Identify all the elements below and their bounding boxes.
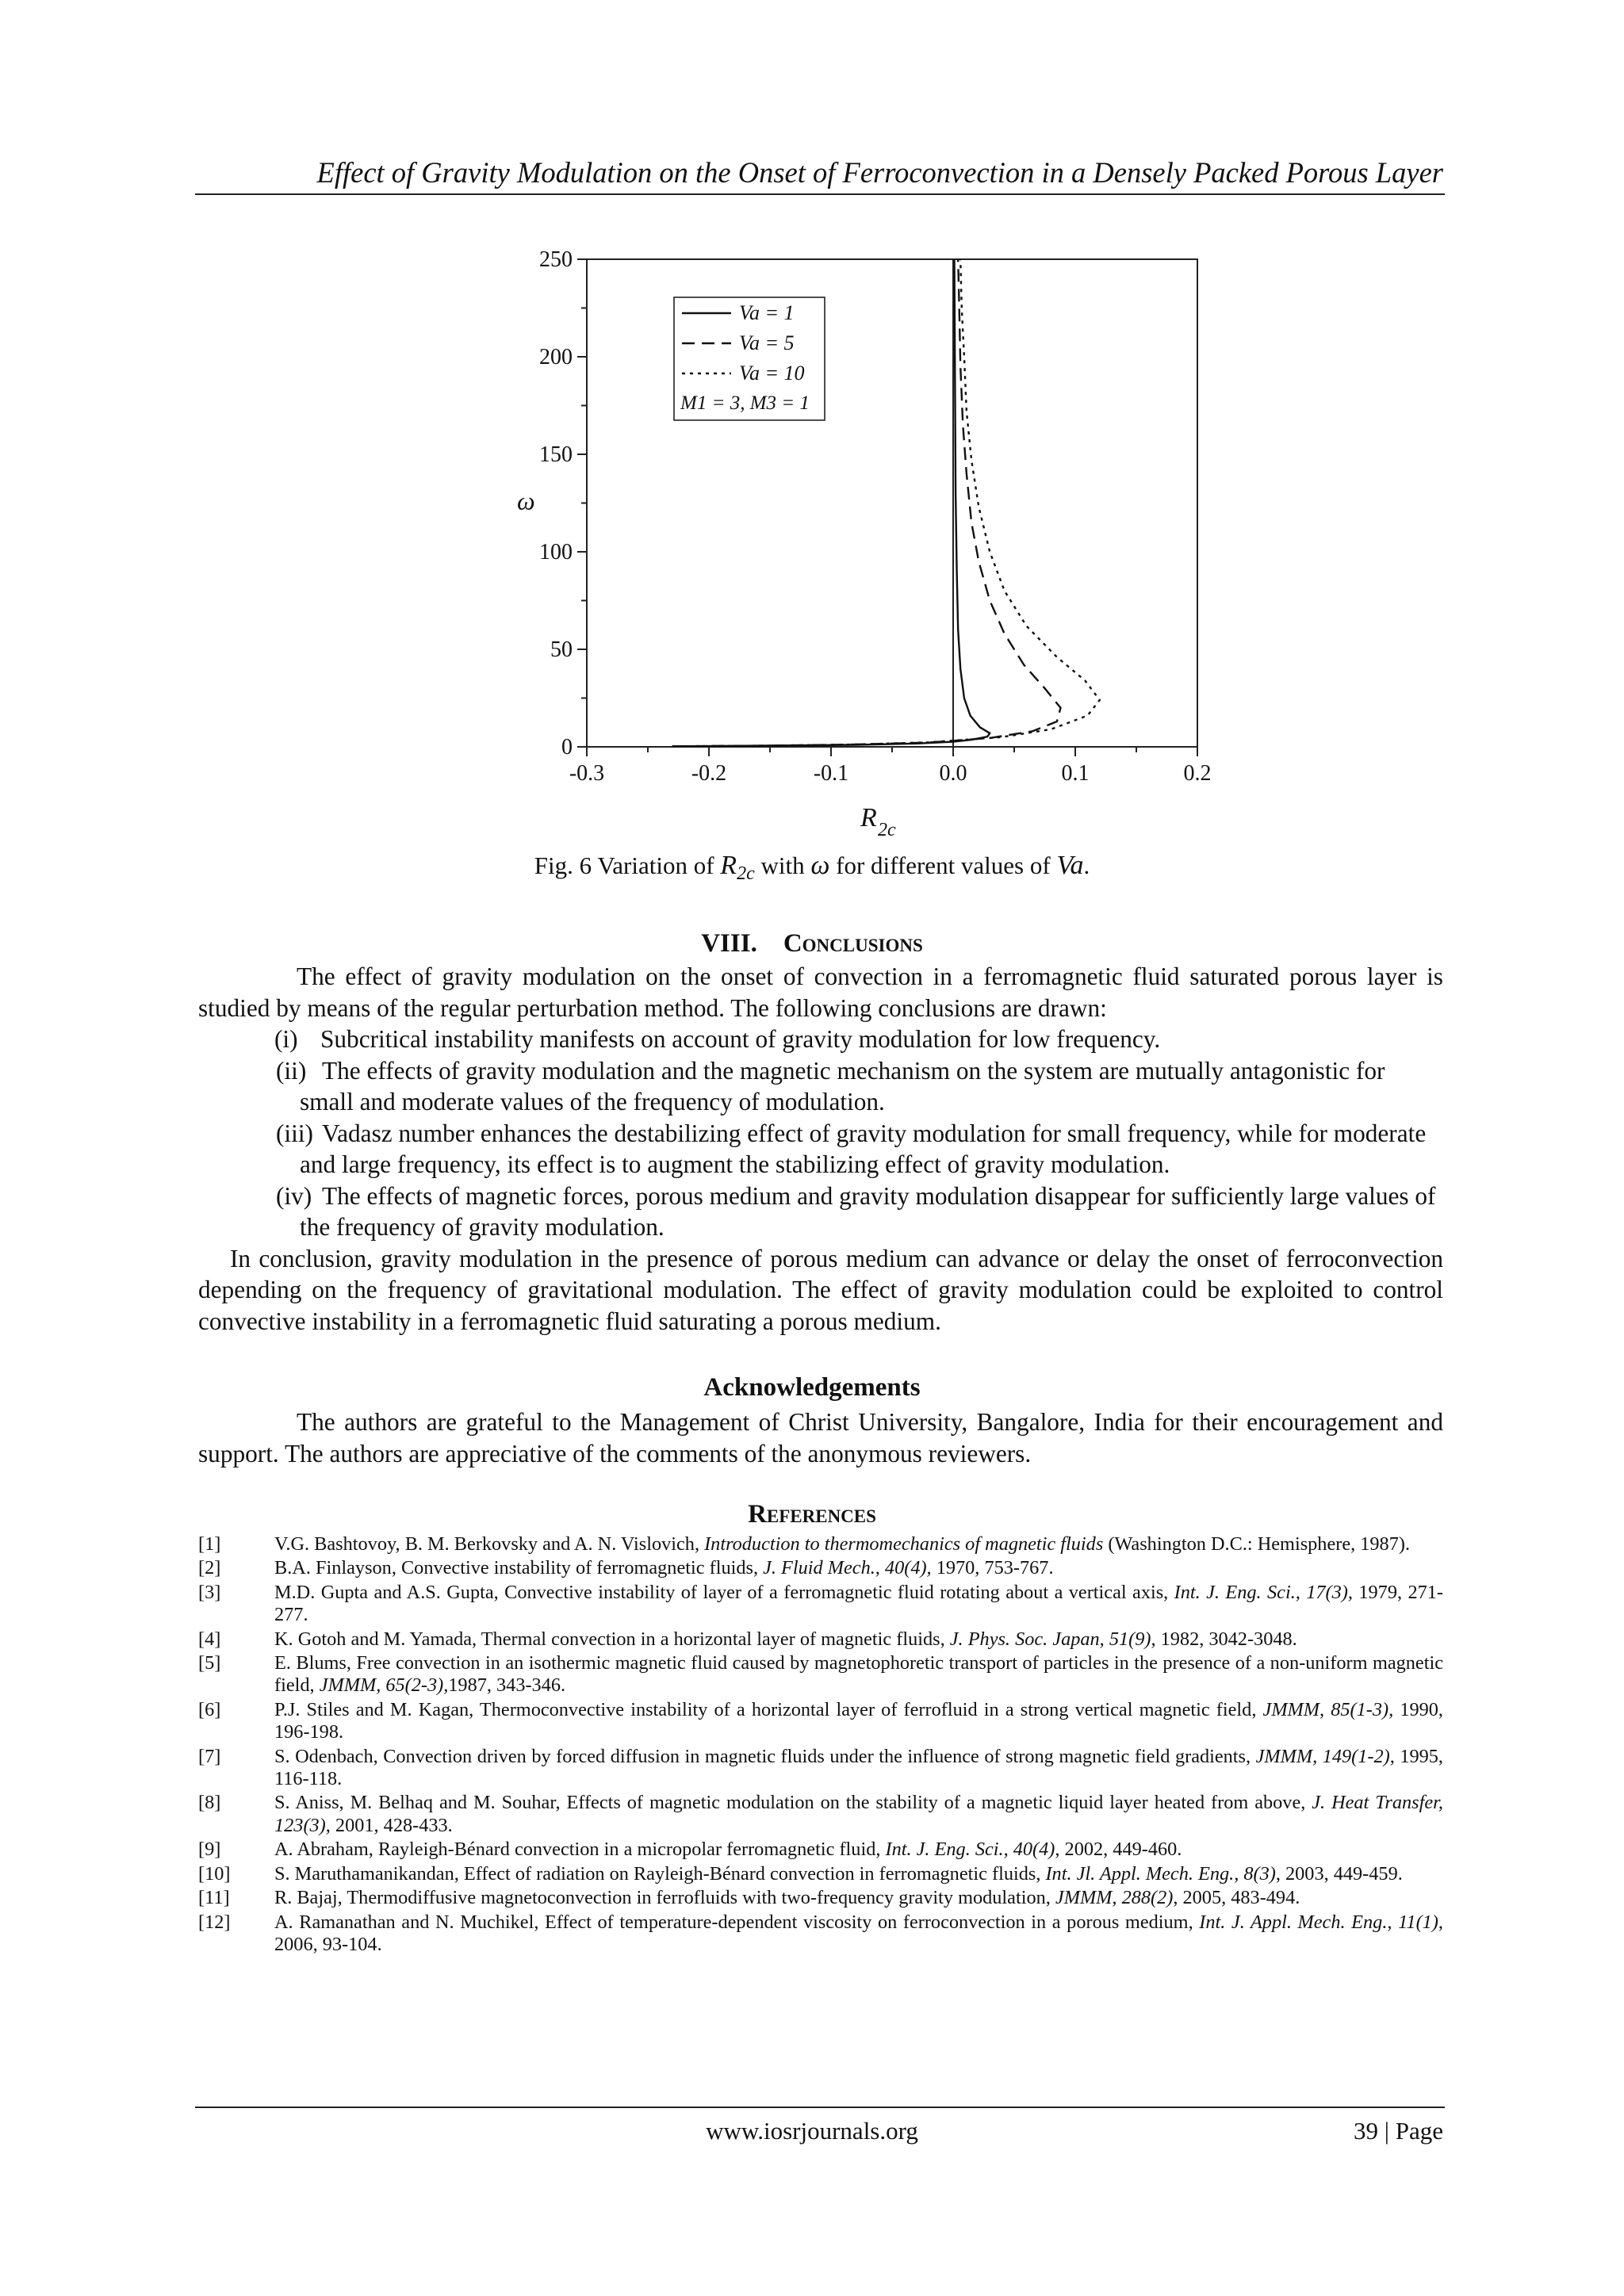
legend-entry: Va = 10 bbox=[739, 362, 805, 385]
y-tick-label: 200 bbox=[539, 345, 573, 369]
y-tick-label: 100 bbox=[539, 540, 573, 564]
x-axis-label: R bbox=[860, 803, 877, 832]
reference-item: [6] P.J. Stiles and M. Kagan, Thermoconvective instability of a horizontal layer of ferrofluid in a strong vertical magnetic field, JMMM, 85(1-3), 1990, 196-198. bbox=[198, 1698, 1443, 1743]
reference-item: [11] R. Bajaj, Thermodiffusive magnetoconvection in ferrofluids with two-frequency gravity modulation, JMMM, 288(2), 2005, 483-494. bbox=[198, 1887, 1300, 1909]
chart-legend bbox=[674, 297, 825, 420]
conclusions-intro: The effect of gravity modulation on the onset of convection in a ferromagnetic fluid saturated porous layer is studied by means of the regular perturbation method. The following conclusions are drawn: bbox=[198, 962, 1443, 1022]
caption-suffix: for different values of bbox=[836, 851, 1051, 879]
reference-item: [8] S. Aniss, M. Belhaq and M. Souhar, Effects of magnetic modulation on the stability of a magnetic liquid layer heated from above, J. Heat Transfer, 123(3), 2001, 428-433. bbox=[198, 1792, 1443, 1836]
y-tick-label: 0 bbox=[561, 735, 573, 760]
x-tick-label: 0.2 bbox=[1183, 761, 1212, 786]
x-tick-label: -0.1 bbox=[813, 761, 849, 786]
chart-labels bbox=[517, 247, 1212, 840]
x-tick-label: 0.1 bbox=[1061, 761, 1090, 786]
y-tick-label: 150 bbox=[539, 442, 573, 467]
legend-params: M1 = 3, M3 = 1 bbox=[680, 392, 810, 414]
y-axis-label: ω bbox=[517, 486, 535, 515]
footer-page-number: 39 | Page bbox=[1354, 2117, 1443, 2145]
conclusion-item: (iii) Vadasz number enhances the destabilizing effect of gravity modulation for small frequency, while for moderate and large frequency, its effect is to augment the stabilizing effect of gravity modulation. bbox=[276, 1119, 1427, 1178]
conclusions-heading-number: VIII. bbox=[701, 929, 757, 958]
x-tick-label: -0.2 bbox=[691, 761, 727, 786]
acknowledgements-text: The authors are grateful to the Management of Christ University, Bangalore, India for their encouragement and support. The authors are appreciative of the comments of the anonymous reviewers. bbox=[198, 1408, 1443, 1468]
reference-item: [3] M.D. Gupta and A.S. Gupta, Convective instability of layer of a ferromagnetic fluid rotating about a vertical axis, Int. J. Eng. Sci., 17(3), 1979, 271-277. bbox=[198, 1581, 1443, 1626]
chart-axes bbox=[577, 259, 1197, 756]
caption-with: with bbox=[760, 851, 805, 879]
running-title: Effect of Gravity Modulation on the Onset of Ferroconvection in a Densely Packed Porous Layer bbox=[316, 156, 1443, 189]
reference-list bbox=[198, 1533, 1443, 1957]
reference-item: [7] S. Odenbach, Convection driven by forced diffusion in magnetic fluids under the influence of strong magnetic field gradients, JMMM, 149(1-2), 1995, 116-118. bbox=[198, 1745, 1443, 1790]
footer-url: www.iosrjournals.org bbox=[706, 2117, 918, 2145]
legend-entry: Va = 1 bbox=[739, 301, 795, 324]
caption-omega: ω bbox=[810, 851, 830, 880]
conclusion-item: (ii) The effects of gravity modulation and the magnetic mechanism on the system are mutually antagonistic for small and moderate values of the frequency of modulation. bbox=[276, 1056, 1385, 1115]
figure-caption bbox=[0, 850, 1624, 890]
x-axis-label-sub: 2c bbox=[878, 820, 896, 840]
conclusion-item: (i) Subcritical instability manifests on account of gravity modulation for low frequency. bbox=[274, 1025, 1161, 1053]
figure-6-chart bbox=[508, 242, 1221, 844]
reference-item: [10] S. Maruthamanikandan, Effect of radiation on Rayleigh-Bénard convection in ferromagnetic fluids, Int. Jl. Appl. Mech. Eng., 8(3), 2003, 449-459. bbox=[198, 1862, 1403, 1885]
caption-va: Va bbox=[1056, 851, 1084, 880]
reference-item: [9] A. Abraham, Rayleigh-Bénard convection in a micropolar ferromagnetic fluid, Int. J. Eng. Sci., 40(4), 2002, 449-460. bbox=[198, 1839, 1182, 1861]
references-heading: References bbox=[748, 1500, 876, 1529]
legend-entry: Va = 5 bbox=[739, 331, 795, 354]
caption-r: $R_{2c}$ bbox=[720, 851, 755, 884]
y-tick-label: 50 bbox=[550, 637, 573, 662]
conclusions-closing: In conclusion, gravity modulation in the presence of porous medium can advance or delay the onset of ferroconvection depending on the frequency of gravitational modulation. The effect of gravity modulation could be exploited to control convective instability in a ferromagnetic fluid saturating a porous medium. bbox=[198, 1244, 1443, 1335]
acknowledgements-body bbox=[198, 1406, 1443, 1469]
x-tick-label: -0.3 bbox=[569, 761, 605, 786]
header-rule bbox=[195, 193, 1445, 195]
conclusions-heading bbox=[0, 928, 1624, 959]
conclusions-body bbox=[198, 961, 1443, 1337]
caption-prefix: Fig. 6 Variation of bbox=[534, 851, 714, 879]
reference-item: [1] V.G. Bashtovoy, B. M. Berkovsky and A. N. Vislovich, Introduction to thermomechanics of magnetic fluids (Washington D.C.: Hemisphere, 1987). bbox=[198, 1533, 1411, 1555]
reference-item: [5] E. Blums, Free convection in an isothermic magnetic fluid caused by magnetophoretic transport of particles in the presence of a non-uniform magnetic field, JMMM, 65(2-3),1987, 343-346. bbox=[198, 1652, 1443, 1697]
conclusion-item: (iv) The effects of magnetic forces, porous medium and gravity modulation disappear for sufficiently large values of the frequency of gravity modulation. bbox=[276, 1181, 1436, 1241]
reference-item: [4] K. Gotoh and M. Yamada, Thermal convection in a horizontal layer of magnetic fluids, J. Phys. Soc. Japan, 51(9), 1982, 3042-3048. bbox=[198, 1628, 1297, 1650]
reference-item: [2] B.A. Finlayson, Convective instability of ferromagnetic fluids, J. Fluid Mech., 40(4), 1970, 753-767. bbox=[198, 1557, 1054, 1579]
x-tick-label: 0.0 bbox=[939, 761, 967, 786]
reference-item: [12] A. Ramanathan and N. Muchikel, Effect of temperature-dependent viscosity on ferroconvection in a porous medium, Int. J. Appl. Mech. Eng., 11(1), 2006, 93-104. bbox=[198, 1911, 1443, 1955]
conclusions-heading-text: Conclusions bbox=[783, 929, 923, 958]
caption-end: . bbox=[1083, 851, 1090, 879]
acknowledgements-heading: Acknowledgements bbox=[703, 1373, 921, 1402]
y-tick-label: 250 bbox=[539, 247, 573, 272]
footer-rule bbox=[195, 2107, 1445, 2108]
